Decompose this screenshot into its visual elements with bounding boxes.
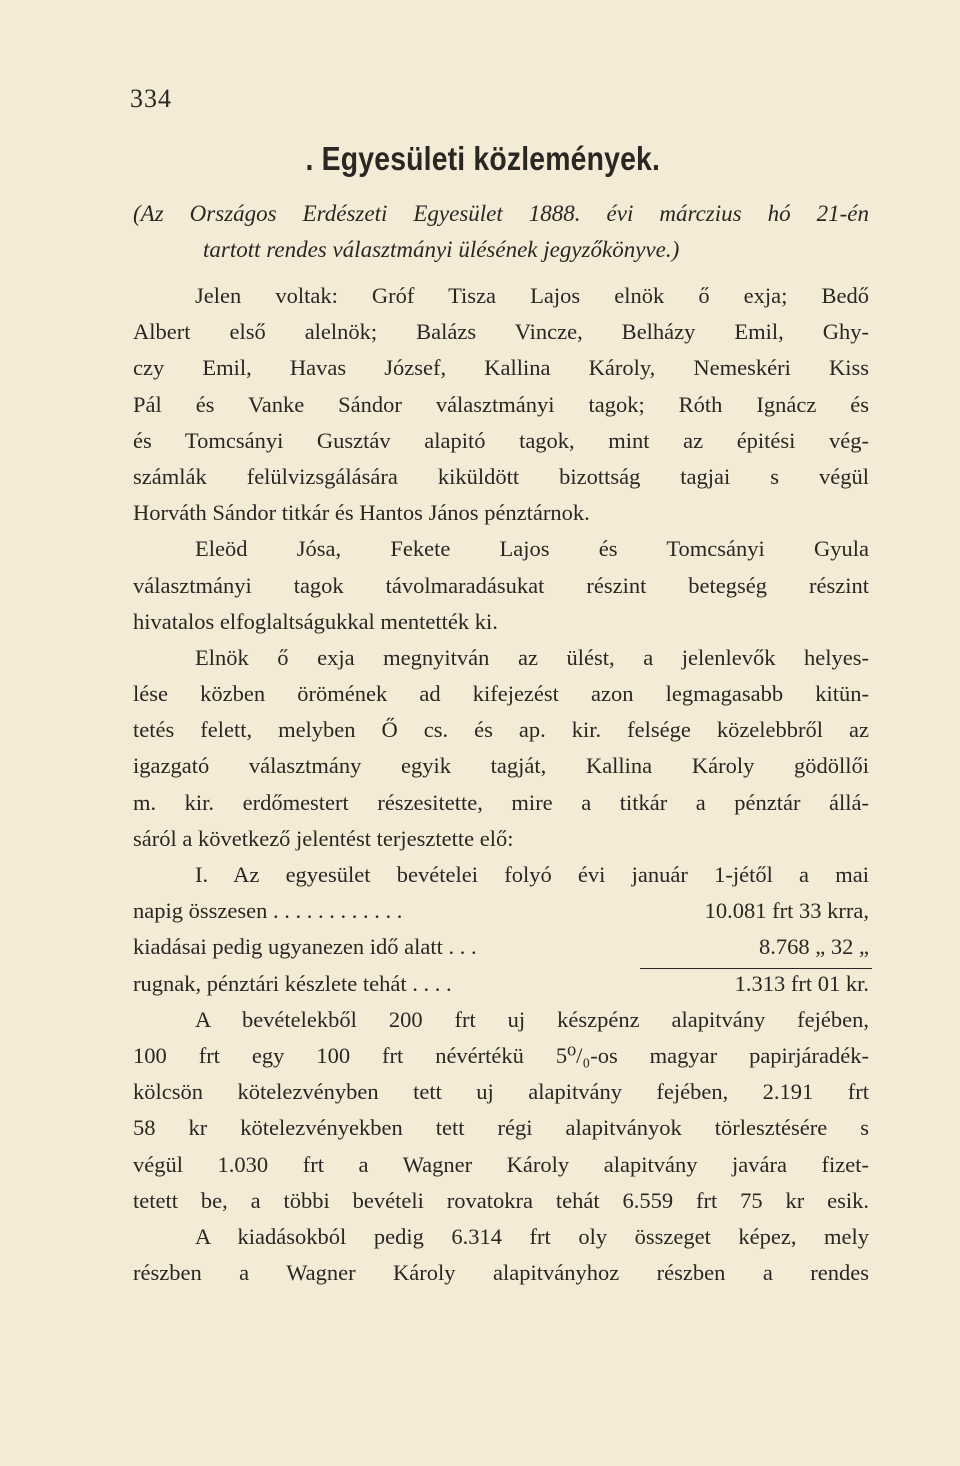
text-line: részben a Wagner Károly alapitványhoz részben a rendes [133,1260,869,1286]
finance-label: kiadásai pedig ugyanezen idő alatt . . . [133,934,477,960]
text-line: I. Az egyesület bevételei folyó évi január 1-jétől a mai [195,862,869,887]
sum-rule [640,968,872,969]
text-line: Horváth Sándor titkár és Hantos János pénztárnok. [133,500,590,526]
finance-amount: 10.081 frt 33 krra, [704,898,869,924]
text-line: igazgató választmány egyik tagját, Kallina Károly gödöllői [133,753,869,779]
text-line: hivatalos elfoglaltságukkal mentették ki. [133,608,498,634]
subtitle [133,196,869,268]
subtitle-line: tartott rendes választmányi ülésének jegyzőkönyve.) [203,237,680,262]
text-line: számlák felülvizsgálására kiküldött bizottság tagjai s végül [133,463,869,489]
text-line: tetett be, a többi bevételi rovatokra tehát 6.559 frt 75 kr esik. [133,1187,869,1213]
finance-label: rugnak, pénztári készlete tehát . . . . [133,970,452,996]
text-line: 100 frt egy 100 frt névértékü 5⁰/₀-os magyar papirjáradék- [133,1042,869,1068]
text-line: 58 kr kötelezvényekben tett régi alapitványok törlesztésére s [133,1115,869,1141]
finance-amount: 1.313 frt 01 kr. [734,970,869,996]
text-line: és Tomcsányi Gusztáv alapitó tagok, mint az épitési vég- [133,427,869,453]
text-line: lése közben örömének ad kifejezést azon legmagasabb kitün- [133,681,869,707]
page-title: . Egyesületi közlemények. [305,140,661,177]
finance-row [133,893,869,929]
finance-amount: 8.768 „ 32 „ [759,934,869,960]
text-line: Pál és Vanke Sándor választmányi tagok; Róth Ignácz és [133,391,869,417]
subtitle-line: (Az Országos Erdészeti Egyesület 1888. évi márczius hó 21-én [133,201,869,226]
text-line: végül 1.030 frt a Wagner Károly alapitvány javára fizet- [133,1151,869,1177]
text-line: sáról a következő jelentést terjesztette elő: [133,825,514,851]
text-line: Jelen voltak: Gróf Tisza Lajos elnök ő exja; Bedő [195,283,869,308]
text-line: Elnök ő exja megnyitván az ülést, a jelenlevők helyes- [195,644,869,670]
finance-row [133,966,869,1002]
text-line: tetés felett, melyben Ő cs. és ap. kir. felsége közelebbről az [133,717,869,743]
page-number: 334 [130,84,172,113]
text-line: Albert első alelnök; Balázs Vincze, Belházy Emil, Ghy- [133,319,869,345]
text-line: Eleöd Jósa, Fekete Lajos és Tomcsányi Gyula [195,536,869,562]
text-line: A kiadásokból pedig 6.314 frt oly összeget képez, mely [195,1223,869,1249]
body-text [133,278,869,1291]
text-line: A bevételekből 200 frt uj készpénz alapitvány fejében, [195,1006,869,1032]
text-line: kölcsön kötelezvényben tett uj alapitvány fejében, 2.191 frt [133,1079,869,1105]
finance-row [133,929,869,965]
text-line: választmányi tagok távolmaradásukat részint betegség részint [133,572,869,598]
text-line: m. kir. erdőmestert részesitette, mire a titkár a pénztár állá- [133,789,869,815]
finance-label: napig összesen . . . . . . . . . . . . [133,898,403,924]
text-line: czy Emil, Havas József, Kallina Károly, Nemeskéri Kiss [133,355,869,381]
